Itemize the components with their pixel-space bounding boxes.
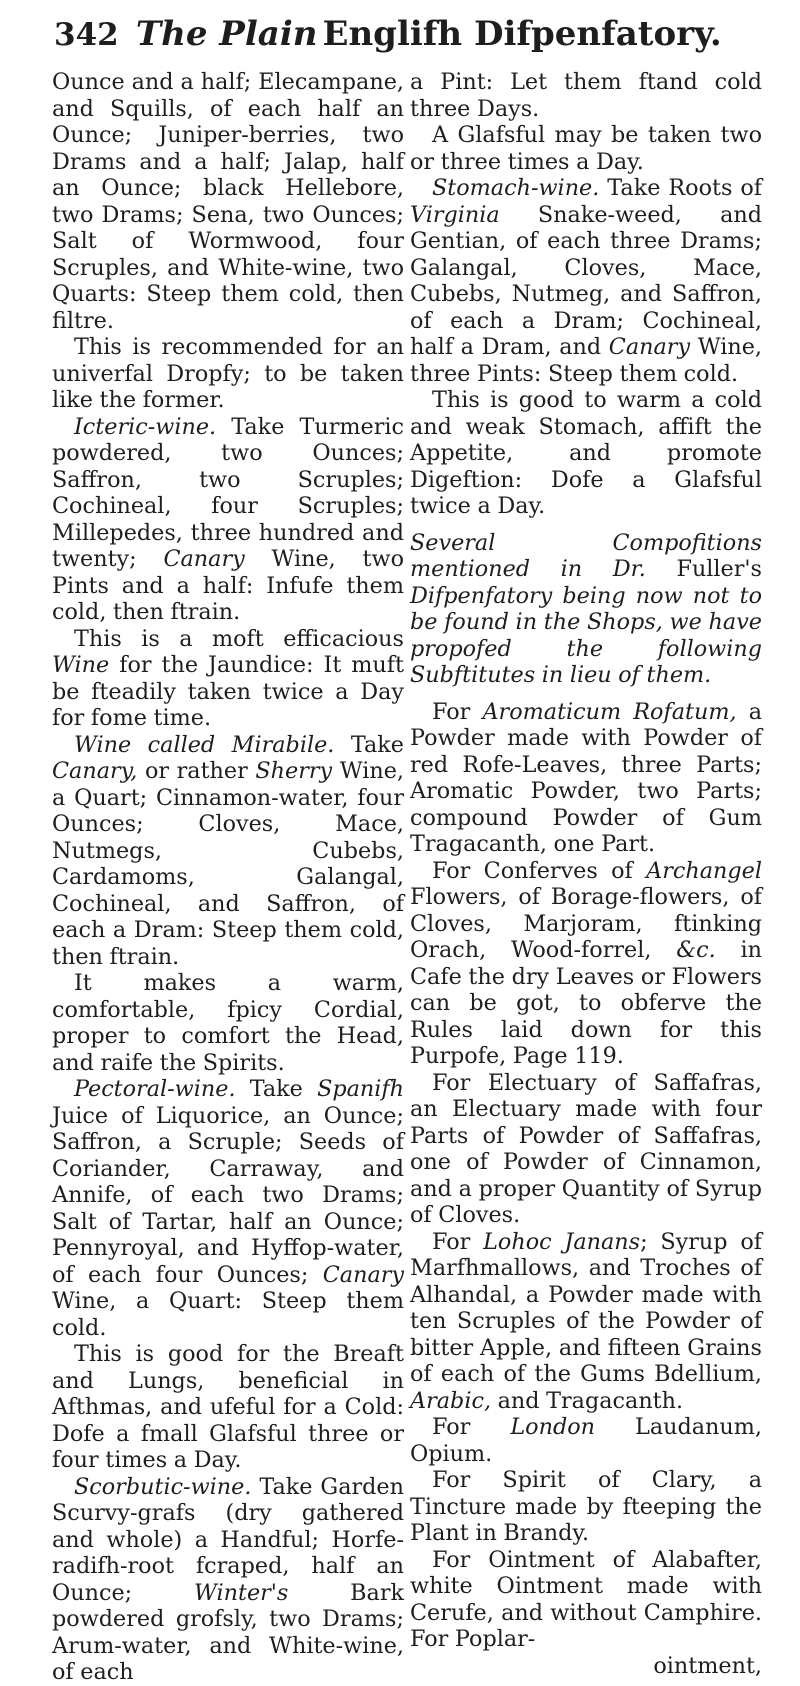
recipe-heading: Pectoral-wine. bbox=[74, 1076, 236, 1102]
paragraph: This is good for the Breaft and Lungs, beneficial in Afthmas, and ufeful for a Cold: Dofe a fmall Glafsful three or four times a Day. bbox=[52, 1341, 404, 1473]
substitute-lohoc: For Lohoc Janans; Syrup of Marfhmallows, and Troches of Alhandal, a Powder made with ten Scruples of the Powder of bitter Apple, and fifteen Grains of each of the Gums Bdellium, Arabic, and Tragacanth. bbox=[410, 1228, 762, 1414]
running-title-italic: The Plain bbox=[135, 14, 318, 54]
running-header bbox=[54, 14, 754, 64]
recipe-heading: Icteric-wine. bbox=[74, 413, 217, 440]
right-column bbox=[410, 69, 762, 1679]
recipe-scorbutic-wine: Scorbutic-wine. Take Garden Scurvy-grafs (dry gathered and whole) a Handful; Horfe-radifh-root fcraped, half an Ounce; Winter's Bark powdered grofsly, two Drams; Arum-water, and White-wine, of each bbox=[52, 1473, 404, 1685]
catchword: ointment, bbox=[653, 1652, 762, 1679]
recipe-heading: Wine called Mirabile. bbox=[74, 731, 335, 758]
paragraph: a Pint: Let them ftand cold three Days. bbox=[410, 69, 762, 122]
recipe-wine-mirabile: Wine called Mirabile. Take Canary, or rather Sherry Wine, a Quart; Cinnamon-water, four Ounces; Cloves, Mace, Nutmegs, Cubebs, Cardamoms, Galangal, Cochineal, and Saffron, of each a Dram: Steep them cold, then ftrain. bbox=[52, 731, 405, 970]
paragraph: This is recommended for an univerfal Dropfy; to be taken like the former. bbox=[52, 334, 404, 413]
left-column bbox=[52, 69, 404, 1686]
recipe-stomach-wine: Stomach-wine. Take Roots of Virginia Snake-weed, and Gentian, of each three Drams; Galangal, Cloves, Mace, Cubebs, Nutmeg, and Saffron, of each a Dram; Cochineal, half a Dram, and Canary Wine, three Pints: Steep them cold. bbox=[410, 175, 762, 387]
paragraph: It makes a warm, comfortable, fpicy Cordial, proper to comfort the Head, and raife the Spirits. bbox=[52, 970, 404, 1076]
substitute-electuary: For Electuary of Saffafras, an Electuary made with four Parts of Powder of Saffafras, one of Powder of Cinnamon, and a proper Quantity of Syrup of Cloves. bbox=[410, 1069, 762, 1228]
recipe-heading: Stomach-wine. bbox=[432, 175, 600, 201]
substitute-ointment: For Ointment of Alabafter, white Ointment made with Cerufe, and without Camphire. For Poplar- bbox=[410, 1546, 762, 1652]
page-number: 342 bbox=[54, 17, 119, 53]
substitute-london-laudanum: For London Laudanum, Opium. bbox=[410, 1414, 763, 1467]
substitute-conserves: For Conferves of Archangel Flowers, of Borage-flowers, of Cloves, Marjoram, ftinking Orach, Wood-forrel, &c. in Cafe the dry Leaves or Flowers can be got, to obferve the Rules laid down for this Purpofe, Page 119. bbox=[410, 857, 762, 1069]
running-title: Englifh Difpenfatory. bbox=[322, 14, 722, 54]
paragraph: A Glafsful may be taken two or three times a Day. bbox=[410, 122, 762, 175]
paragraph: This is good to warm a cold and weak Stomach, affift the Appetite, and promote Digeftion: Dofe a Glafsful twice a Day. bbox=[410, 387, 762, 519]
substitute-aromaticum: For Aromaticum Rofatum, a Powder made with Powder of red Rofe-Leaves, three Parts; Aromatic Powder, two Parts; compound Powder of Gum Tragacanth, one Part. bbox=[410, 698, 762, 857]
paragraph: This is a moft efficacious Wine for the Jaundice: It muft be fteadily taken twice a Day for fome time. bbox=[52, 625, 404, 731]
substitute-clary: For Spirit of Clary, a Tincture made by fteeping the Plant in Brandy. bbox=[410, 1467, 762, 1546]
recipe-pectoral-wine: Pectoral-wine. Take Spanifh Juice of Liquorice, an Ounce; Saffron, a Scruple; Seeds of Coriander, Carraway, and Annife, of each two Drams; Salt of Tartar, half an Ounce; Pennyroyal, and Hyffop-water, of each four Ounces; Canary Wine, a Quart: Steep them cold. bbox=[52, 1076, 405, 1341]
section-heading: Several Compofitions mentioned in Dr. Fuller's Difpenfatory being now not to be found in the Shops, we have propofed the following Subftitutes in lieu of them. bbox=[410, 529, 762, 688]
paragraph: Ounce and a half; Elecampane, and Squills, of each half an Ounce; Juniper-berries, two Drams and a half; Jalap, half an Ounce; black Hellebore, two Drams; Sena, two Ounces; Salt of Wormwood, four Scruples, and White-wine, two Quarts: Steep them cold, then filtre. bbox=[52, 69, 404, 334]
recipe-icteric-wine: Icteric-wine. Take Turmeric powdered, two Ounces; Saffron, two Scruples; Cochineal, four Scruples; Millepedes, three hundred and twenty; Canary Wine, two Pints and a half: Infufe them cold, then ftrain. bbox=[52, 413, 405, 625]
recipe-heading: Scorbutic-wine. bbox=[74, 1473, 252, 1500]
